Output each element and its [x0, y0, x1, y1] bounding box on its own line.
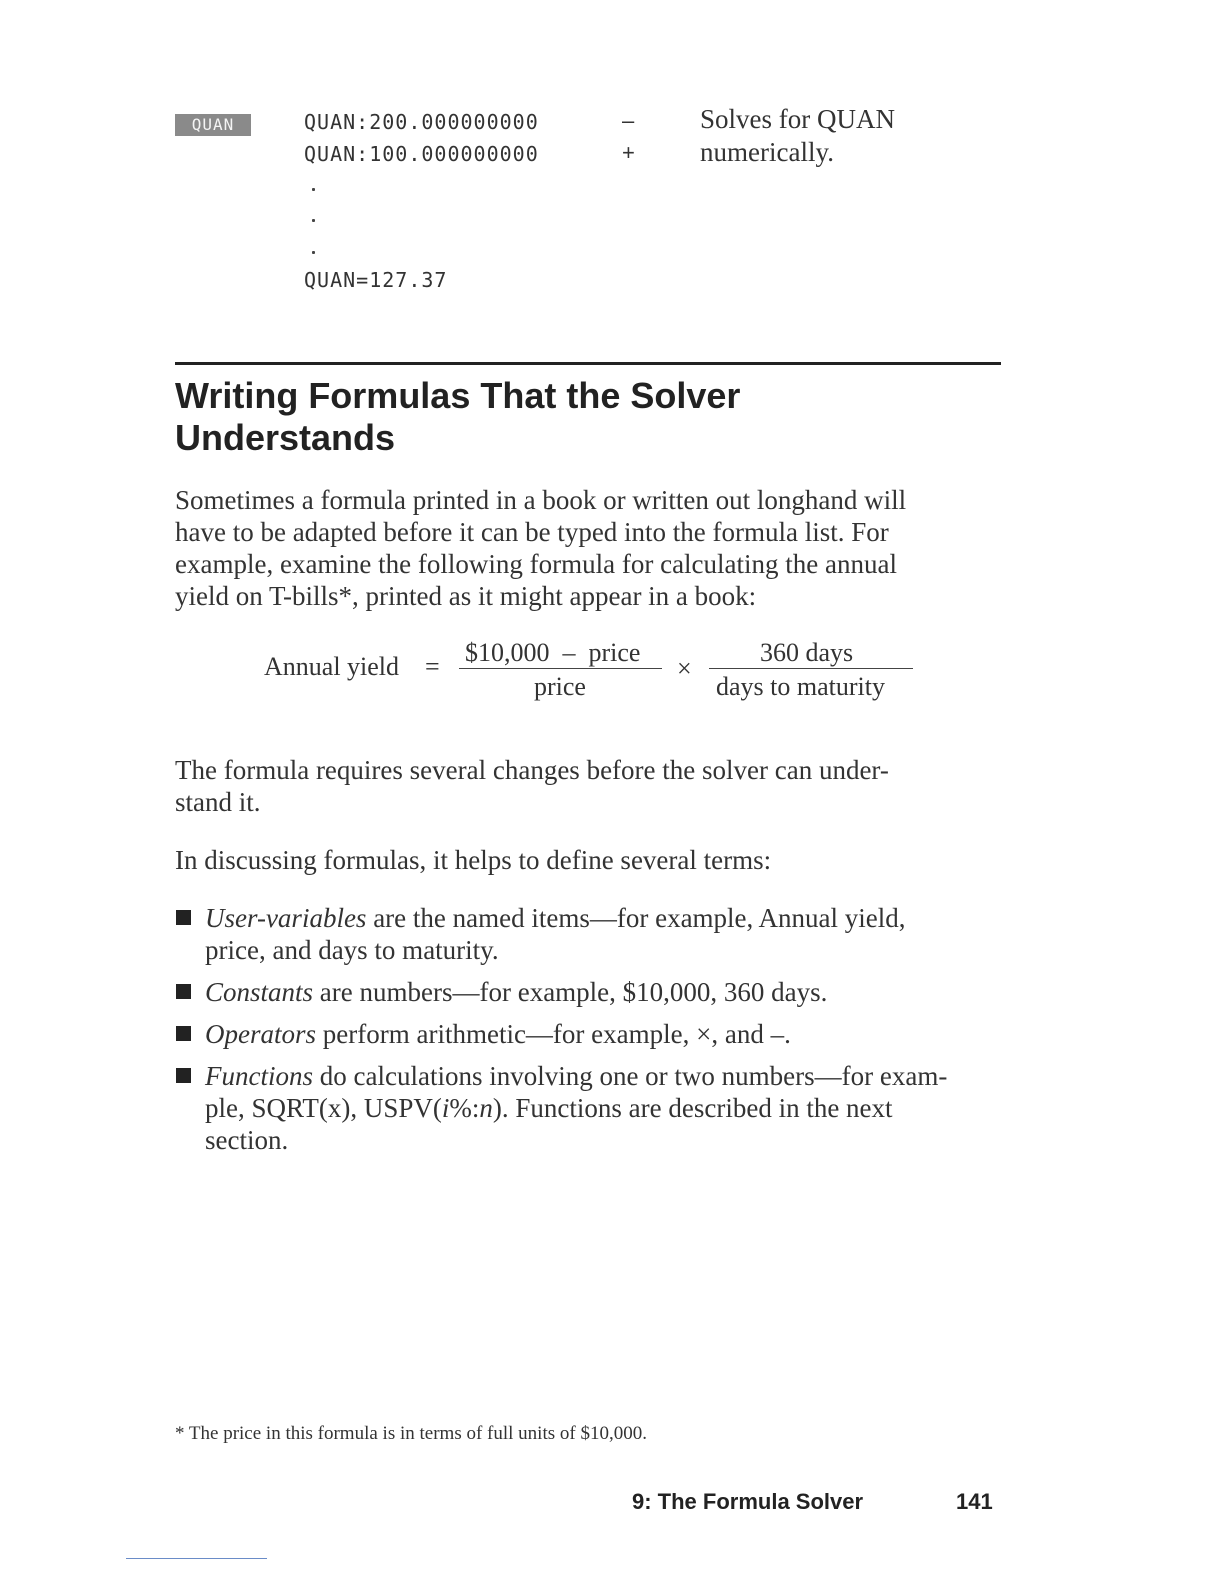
term-functions: Functions [205, 1061, 313, 1091]
display-line-1: QUAN:200.000000000 [304, 110, 539, 134]
formula-lhs: Annual yield [264, 652, 400, 681]
bullet-text: section. [205, 1125, 289, 1155]
ellipsis-dot [312, 188, 315, 191]
bullet-operators [205, 1018, 1001, 1050]
display-result: QUAN=127.37 [304, 268, 448, 292]
display-line-2: QUAN:100.000000000 [304, 142, 539, 166]
footnote: * The price in this formula is in terms of full units of $10,000. [175, 1423, 647, 1444]
bullet-text: %: [449, 1093, 480, 1123]
intro-line2: have to be adapted before it can be typed into the formula list. For [175, 517, 889, 547]
bullet-text-italic: n [479, 1093, 493, 1123]
bullet-text: are numbers—for example, $10,000, 360 days. [313, 977, 828, 1007]
term-operators: Operators [205, 1019, 317, 1049]
changes-line2: stand it. [175, 787, 261, 817]
section-title [175, 375, 1001, 459]
footer-page-number: 141 [956, 1489, 993, 1514]
formula-frac2-bar [709, 668, 913, 669]
example-description-line2: numerically. [700, 137, 834, 167]
formula-equals: = [425, 652, 440, 681]
ellipsis-dot [312, 251, 315, 254]
intro-line1: Sometimes a formula printed in a book or written out longhand will [175, 485, 907, 515]
quan-menu-key[interactable]: QUAN [175, 114, 251, 136]
bullet-text: price, and days to maturity. [205, 935, 499, 965]
bullet-text: ). Functions are described in the next [492, 1093, 893, 1123]
term-user-variables: User-variables [205, 903, 367, 933]
intro-paragraph [175, 484, 1001, 612]
section-title-line1: Writing Formulas That the Solver [175, 375, 741, 416]
display-line-2-sign: + [622, 140, 635, 165]
bullet-text: perform arithmetic—for example, ×, and –. [316, 1019, 791, 1049]
bullet-text-italic: i [441, 1093, 450, 1123]
changes-line1: The formula requires several changes before the solver can under- [175, 755, 889, 785]
formula-frac1-denominator: price [534, 672, 586, 701]
formula-times: × [677, 654, 692, 683]
bullet-square [176, 1068, 191, 1083]
formula-frac1-numerator: $10,000 – price [465, 638, 641, 667]
bullet-text: are the named items—for example, Annual yield, [366, 903, 906, 933]
bullet-square [176, 984, 191, 999]
bottom-edge-line [126, 1558, 267, 1559]
bullet-text: ple, SQRT(x), USPV( [205, 1093, 442, 1123]
bullet-functions [205, 1060, 1001, 1156]
bullet-text: do calculations involving one or two numbers—for exam- [313, 1061, 948, 1091]
footer-chapter-title: 9: The Formula Solver [632, 1489, 864, 1514]
intro-line3: example, examine the following formula for calculating the annual [175, 549, 897, 579]
bullet-constants [205, 976, 1001, 1008]
bullet-square [176, 910, 191, 925]
ellipsis-dot [312, 219, 315, 222]
section-title-line2: Understands [175, 417, 396, 458]
changes-paragraph [175, 754, 1001, 818]
formula-frac1-bar [459, 668, 662, 669]
section-divider [175, 362, 1001, 365]
intro-line4: yield on T-bills*, printed as it might appear in a book: [175, 581, 757, 611]
bullet-user-variables [205, 902, 1001, 966]
terms-intro: In discussing formulas, it helps to define several terms: [175, 845, 772, 875]
formula-frac2-numerator: 360 days [760, 638, 854, 667]
formula-frac2-denominator: days to maturity [716, 672, 885, 701]
bullet-square [176, 1026, 191, 1041]
display-line-1-sign: – [622, 108, 635, 133]
term-constants: Constants [205, 977, 314, 1007]
example-description-line1: Solves for QUAN [700, 104, 895, 134]
